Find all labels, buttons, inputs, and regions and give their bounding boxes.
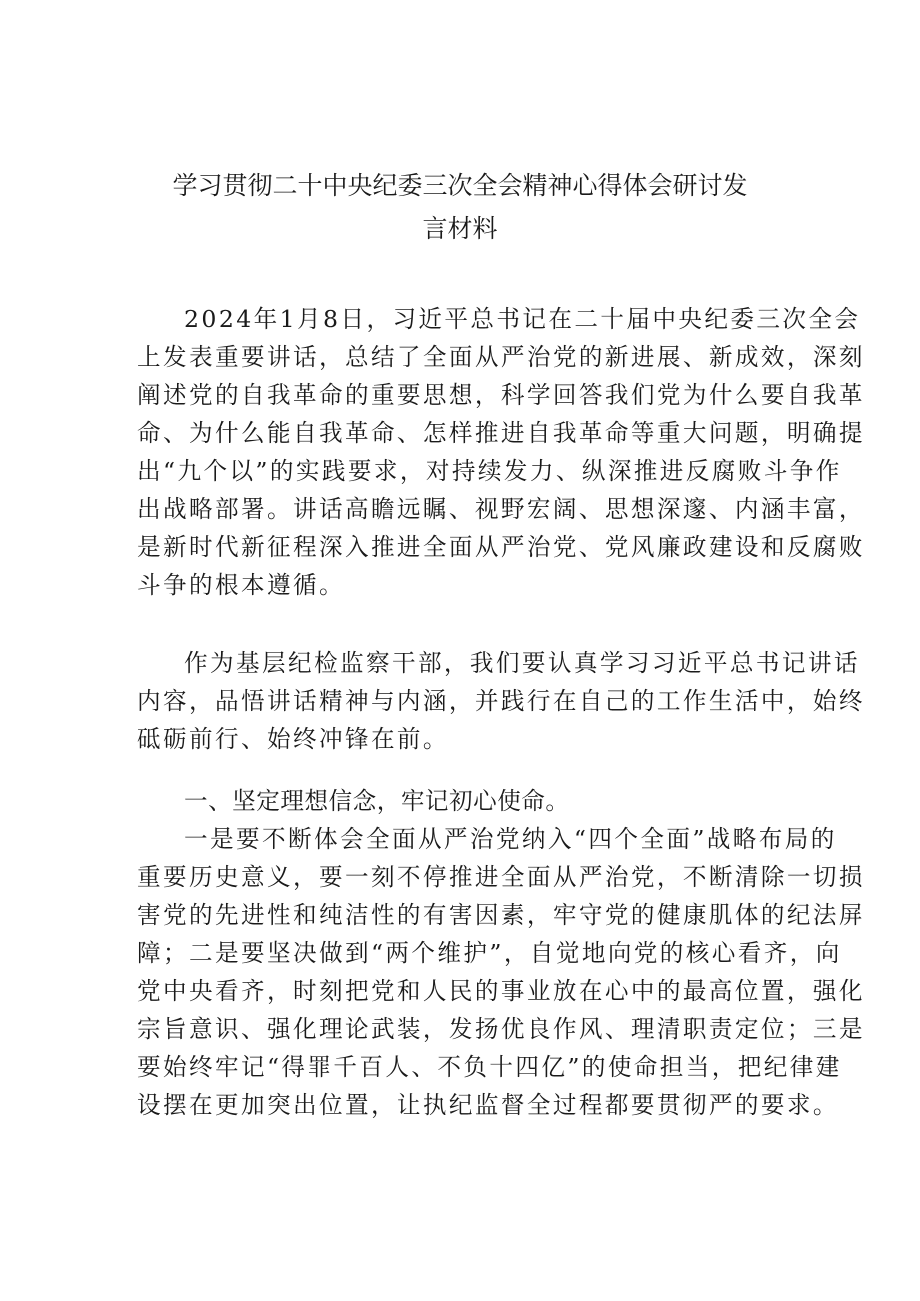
paragraph-1-line: 阐述党的自我革命的重要思想，科学回答我们党为什么要自我革	[137, 381, 865, 409]
paragraph-1	[137, 300, 865, 604]
paragraph-1-line: 出战略部署。讲话高瞻远瞩、视野宏阔、思想深邃、内涵丰富，	[137, 495, 865, 523]
paragraph-1-line: 命、为什么能自我革命、怎样推进自我革命等重大问题，明确提	[137, 419, 865, 447]
paragraph-3-line: 党中央看齐，时刻把党和人民的事业放在心中的最高位置，强化	[137, 977, 865, 1005]
paragraph-1-line: 斗争的根本遵循。	[137, 571, 345, 599]
document-title-line-2: 言材料	[422, 214, 498, 243]
paragraph-1-line: 出“九个以”的实践要求，对持续发力、纵深推进反腐败斗争作	[137, 457, 842, 485]
section-1-heading: 一、坚定理想信念，牢记初心使命。	[184, 787, 570, 815]
paragraph-2-line: 作为基层纪检监察干部，我们要认真学习习近平总书记讲话	[184, 649, 860, 677]
paragraph-3	[137, 820, 865, 1124]
paragraph-3-line: 设摆在更加突出位置，让执纪监督全过程都要贯彻严的要求。	[137, 1091, 839, 1119]
paragraph-1-line: 上发表重要讲话，总结了全面从严治党的新进展、新成效，深刻	[137, 343, 865, 371]
paragraph-3-line: 一是要不断体会全面从严治党纳入“四个全面”战略布局的	[184, 825, 837, 853]
paragraph-1-line: 是新时代新征程深入推进全面从严治党、党风廉政建设和反腐败	[137, 533, 865, 561]
paragraph-3-line: 宗旨意识、强化理论武装，发扬优良作风、理清职责定位；三是	[137, 1015, 865, 1043]
paragraph-3-line: 害党的先进性和纯洁性的有害因素，牢守党的健康肌体的纪法屏	[137, 901, 865, 929]
paragraph-1-line: 2024年1月8日，习近平总书记在二十届中央纪委三次全会	[184, 305, 861, 333]
document-title-line-1: 学习贯彻二十中央纪委三次全会精神心得体会研讨发	[172, 171, 748, 200]
paragraph-3-line: 重要历史意义，要一刻不停推进全面从严治党，不断清除一切损	[137, 863, 865, 891]
paragraph-2-line: 内容，品悟讲话精神与内涵，并践行在自己的工作生活中，始终	[137, 687, 865, 715]
paragraph-3-line: 要始终牢记“得罪千百人、不负十四亿”的使命担当，把纪律建	[137, 1053, 842, 1081]
paragraph-2-line: 砥砺前行、始终冲锋在前。	[137, 725, 449, 753]
paragraph-2	[137, 644, 865, 758]
paragraph-3-line: 障；二是要坚决做到“两个维护”，自觉地向党的核心看齐，向	[137, 939, 842, 967]
section-1-heading-block	[137, 782, 792, 820]
